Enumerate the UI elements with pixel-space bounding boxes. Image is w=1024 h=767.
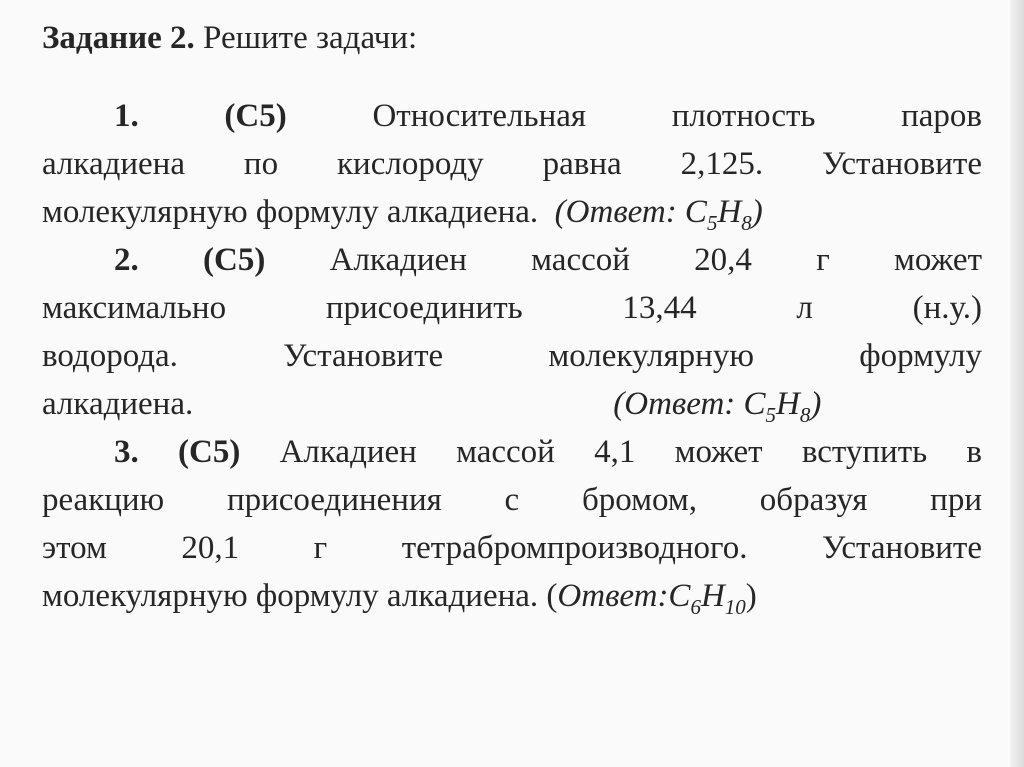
task-1-answer: (Ответ: $C_5H_8$) (554, 194, 763, 235)
task-3 (42, 428, 982, 620)
task-3-line-1: 3. (С5) Алкадиен массой 4,1 может вступить в (42, 428, 982, 476)
assignment-heading (42, 14, 982, 62)
task-1 (42, 92, 982, 236)
assignment-label: Задание 2. (42, 20, 195, 56)
task-2-line-2: максимально присоединить 13,44 л (н.у.) (42, 290, 982, 326)
task-1-line-3: молекулярную формулу алкадиена. (Ответ: $C_5H_8$) (42, 194, 763, 235)
task-2-line-3: водорода. Установите молекулярную формулу (42, 338, 982, 374)
task-2-line-4: алкадиена. (Ответ: $C_5H_8$) (42, 386, 822, 427)
task-1-number: 1. (С5) (114, 98, 287, 134)
task-2-answer: (Ответ: $C_5H_8$) (613, 386, 822, 427)
task-2 (42, 236, 982, 428)
task-3-number: 3. (С5) (114, 434, 241, 470)
assignment-instruction: Решите задачи: (203, 20, 418, 56)
task-3-answer: $Ответ:C_6H_{10}$ (557, 578, 746, 619)
slide-content (42, 14, 982, 620)
task-3-line-3: этом 20,1 г тетрабромпроизводного. Установите (42, 530, 982, 566)
task-2-number: 2. (С5) (114, 242, 266, 278)
task-2-line-1: 2. (С5) Алкадиен массой 20,4 г может (42, 236, 982, 284)
slide-edge-shadow (1010, 0, 1024, 767)
task-3-line-2: реакцию присоединения с бромом, образуя при (42, 482, 982, 518)
task-1-line-1: 1. (С5) Относительная плотность паров (42, 92, 982, 140)
task-3-line-4: молекулярную формулу алкадиена. $(Ответ:C_6H_{10})$ (42, 578, 757, 619)
task-1-line-2: алкадиена по кислороду равна 2,125. Установите (42, 146, 982, 182)
